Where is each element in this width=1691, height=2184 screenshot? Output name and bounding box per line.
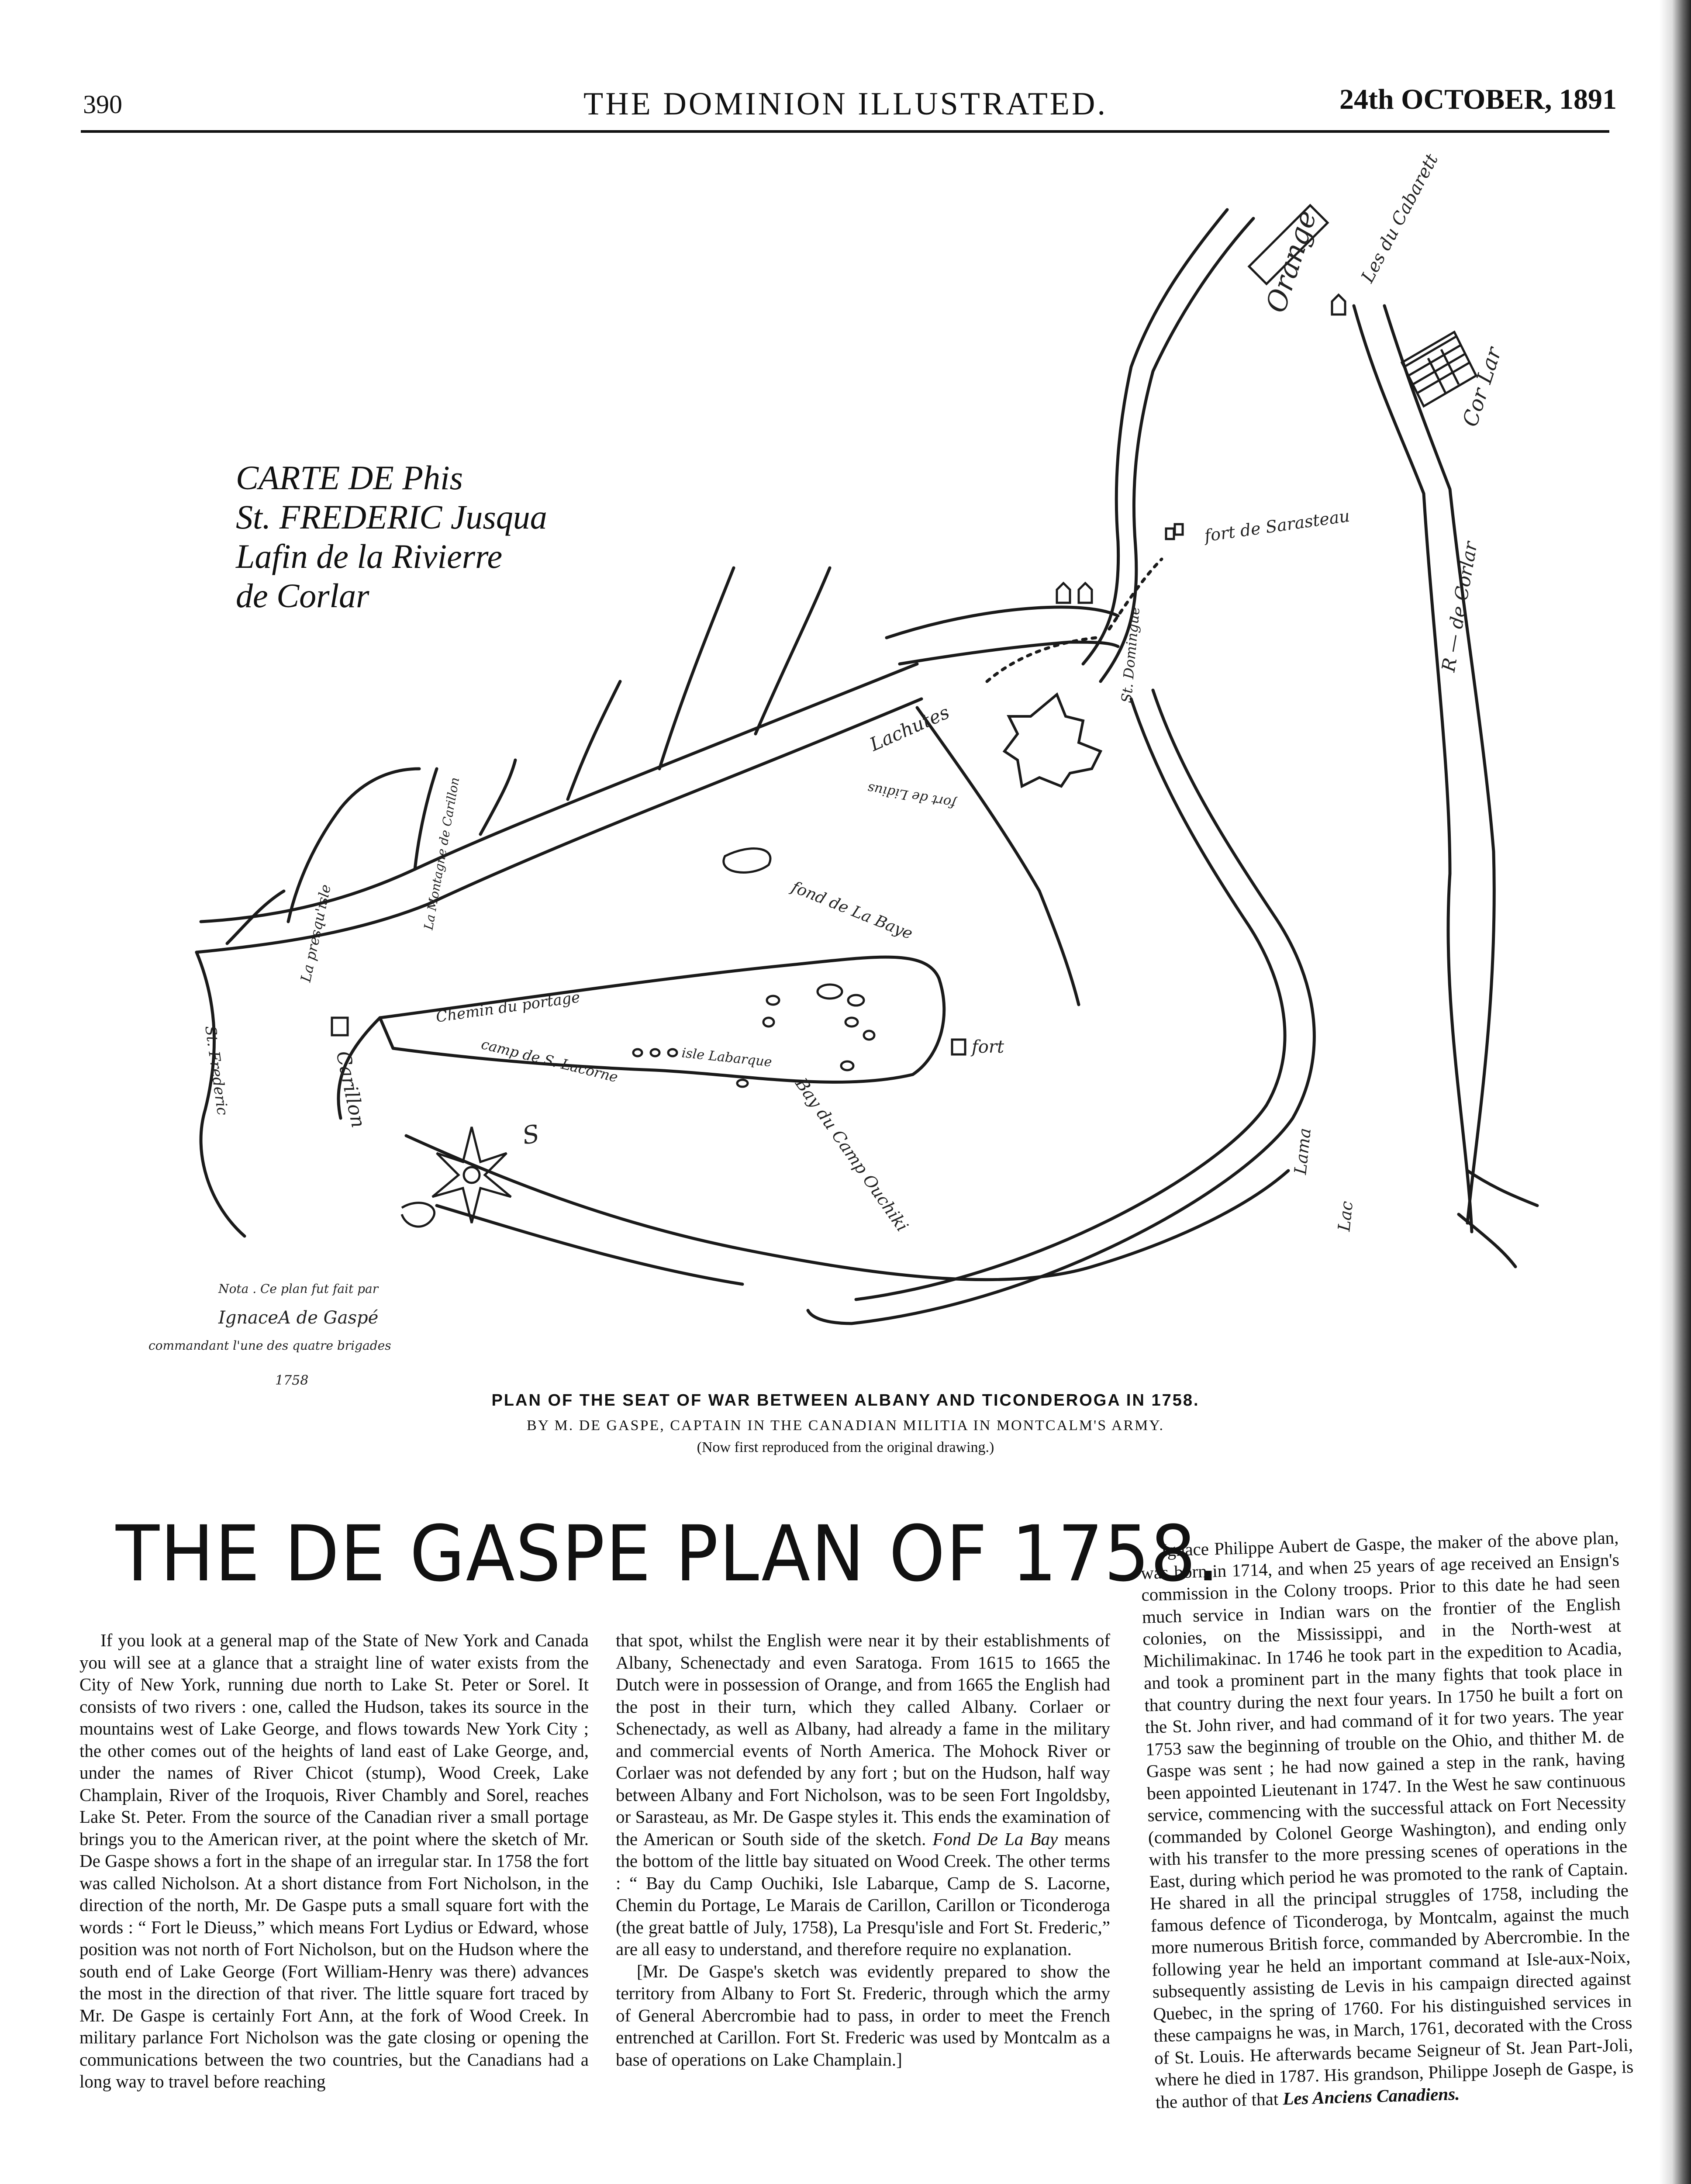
caption-title: PLAN OF THE SEAT OF WAR BETWEEN ALBANY AND TICONDEROGA IN 1758. [491, 1391, 1200, 1410]
label-st-domingue: St. Domingue [1118, 605, 1143, 704]
label-fort: fort [972, 1037, 1004, 1057]
map-title-line-3: Lafin de la Rivierre [236, 537, 503, 575]
column-1-text: If you look at a general map of the State of New York and Canada you will see at a glance that a straight line of water exists from the City of New York, running due north to Lake St. Peter or Sorel. It consists of two rivers : one, called the Hudson, takes its source in the mountains west of Lake George, and flows towards New York City ; the other comes out of the heights of land east of Lake George, and, under the names of River Chicot (stump), Wood Creek, Lake Champlain, River of the Iroquois, River Chambly and Sorel, reaches Lake St. Peter. From the source of the Canadian river a small portage brings you to the American river, at the point where the sketch of Mr. De Gaspe shows a fort in the shape of an irregular star. In 1758 the fort was called Nicholson. At a short distance from Fort Nicholson, in the direction of the north, Mr. De Gaspe puts a small square fort with the words : “ Fort le Dieuss,” which means Fort Lydius or Edward, whose position was not north of Fort Nicholson, but on the Hudson where the south end of Lake George (Fort William-Henry was there) advances the most in the direction of that river. The little square fort traced by Mr. De Gaspe is certainly Fort Ann, at the fork of Wood Creek. In military parlance Fort Nicholson was the gate closing or opening the communications between the two countries, but the Canadians had a long way to travel before reaching [79, 1630, 589, 2091]
page-number: 390 [83, 90, 122, 119]
issue-date: 24th OCTOBER, 1891 [1339, 83, 1617, 115]
header-rule [81, 130, 1609, 133]
label-fort-lidius: fort de Lidius [866, 780, 957, 811]
fort-square [952, 1040, 965, 1054]
caption-note: (Now first reproduced from the original drawing.) [697, 1439, 994, 1455]
map-title-line-2: St. FREDERIC Jusqua [236, 498, 547, 536]
label-carillon: Carillon [331, 1049, 370, 1130]
label-mountain-carillon: La Montagne de Carillon [421, 776, 462, 931]
map-year: 1758 [275, 1373, 309, 1388]
article-column-1 [79, 1629, 589, 2093]
label-isle-labarque: isle Labarque [681, 1045, 773, 1070]
label-lachutes: Lachutes [866, 701, 953, 756]
article-column-2 [616, 1629, 1110, 2070]
map-maker: IgnaceA de Gaspé [218, 1308, 379, 1328]
label-presquisle: La presqu'isle [297, 883, 335, 984]
book-title: Les Anciens Canadiens. [1282, 2083, 1460, 2108]
map-note: Nota . Ce plan fut fait par [218, 1282, 379, 1296]
fort-sarasteau [1175, 524, 1183, 535]
map-illustration [87, 140, 1642, 1388]
label-orange: Orange [1260, 206, 1323, 317]
compass-label-s: S [520, 1120, 542, 1151]
map-title-line-4: de Corlar [236, 577, 369, 615]
map-maker-rank: commandant l'une des quatre brigades [148, 1338, 391, 1353]
label-lama: Lama [1291, 1127, 1315, 1175]
wood-creek [201, 664, 917, 922]
caption-byline: BY M. DE GASPE, CAPTAIN IN THE CANADIAN MILITIA IN MONTCALM'S ARMY. [527, 1417, 1164, 1434]
fort-lidius [1166, 529, 1174, 539]
page-edge-shadow [1660, 0, 1691, 2184]
label-cabaret: Les du Cabarett [1357, 150, 1443, 286]
article-column-3 [1140, 1526, 1634, 2113]
river-corlar [1384, 306, 1494, 1223]
label-fond-de-la-baye: fond de La Baye [789, 878, 915, 943]
fort-nicholson-star [1004, 695, 1101, 786]
column-2-paragraph-2: [Mr. De Gaspe's sketch was evidently prepared to show the territory from Albany to Fort St. Frederic, through which the army of General Abercrombie had to pass, in order to meet the French entrenched at Carillon. Fort St. Frederic was used by Montcalm as a base of operations on Lake Champlain.] [616, 1961, 1110, 2070]
river-hudson [1101, 218, 1253, 681]
fond-de-la-bay-term: Fond De La Bay [932, 1828, 1058, 1849]
label-riviere-corlar: R — de Corlar [1437, 540, 1482, 674]
map-title-line-1: CARTE DE Phis [236, 459, 463, 497]
label-st-frederic: St. Frederic [201, 1024, 231, 1116]
article-headline: THE DE GASPE PLAN OF 1758. [116, 1509, 1220, 1599]
label-fort-sarasteau: fort de Sarasteau [1203, 506, 1351, 546]
label-corlar: Cor Lar [1458, 344, 1507, 430]
label-lac: Lac [1334, 1200, 1357, 1232]
column-2-paragraph-1: that spot, whilst the English were near it by their establishments of Albany, Schenectady and even Saratoga. From 1615 to 1665 the Dutch were in possession of Orange, and from 1665 the English had the post in their turn, which they called Albany. Corlaer or Schenectady, as well as Albany, had already a fame in the military and commercial events of North America. The Mohock River or Corlaer was not defended by any fort ; but on the Hudson, half way between Albany and Fort Nicholson, was to be seen Fort Ingoldsby, or Sarasteau, as Mr. De Gaspe styles it. This ends the examination of the American or South side of the sketch. Fond De La Bay means the bottom of the little bay situated on Wood Creek. The other terms : “ Bay du Camp Ouchiki, Isle Labarque, Camp de S. Lacorne, Chemin du Portage, Le Marais de Carillon, Carillon or Ticonderoga (the great battle of July, 1758), La Presqu'isle and Fort St. Frederic,” are all easy to understand, and therefore require no explanation. [616, 1630, 1111, 1959]
label-camp-lacorne: camp de S. Lacorne [480, 1035, 620, 1086]
fort-carillon [332, 1018, 348, 1035]
column-3-text: Ignace Philippe Aubert de Gaspe, the maker of the above plan, was born in 1714, and when 25 years of age received an Ensign's commission in the Colony troops. Prior to this date he had seen much service in Indian wars on the frontier of the English colonies, on the Mississippi, and in the North-west at Michilimakinac. In 1746 he took part in the expedition to Acadia, and took a prominent part in the many fights that took place in that country during the next four years. In 1750 he built a fort on the St. John river, and had command of it for two years. The year 1753 saw the beginning of trouble on the Ohio, and thither M. de Gaspe was sent ; he had now gained a step in the rank, having been appointed Lieutenant in 1747. In the West he saw continuous service, commencing with the successful attack on Fort Necessity (commanded by Colonel George Washington), and ending only with his transfer to the more pressing scenes of operations in the East, during which period he was promoted to the rank of Captain. He shared in all the principal struggles of 1758, including the famous defence of Ticonderoga, by Montcalm, against the much more numerous British force, commanded by Abercrombie. In the following year he held an important command at Isle-aux-Noix, subsequently assisting de Levis in his campaign directed against Quebec, in the spring of 1760. For his distinguished services in these campaigns he was, in March, 1761, decorated with the Cross of St. Louis. He afterwards became Seigneur of St. Jean Part-Joli, where he died in 1787. His grandson, Philippe Joseph de Gaspe, is the author of that Les Anciens Canadiens. [1140, 1527, 1634, 2112]
label-chemin-du-portage: Chemin du portage [435, 988, 581, 1026]
label-bay-ouchiki: Bay du Camp Ouchiki [791, 1074, 912, 1235]
running-title: THE DOMINION ILLUSTRATED. [583, 86, 1108, 122]
